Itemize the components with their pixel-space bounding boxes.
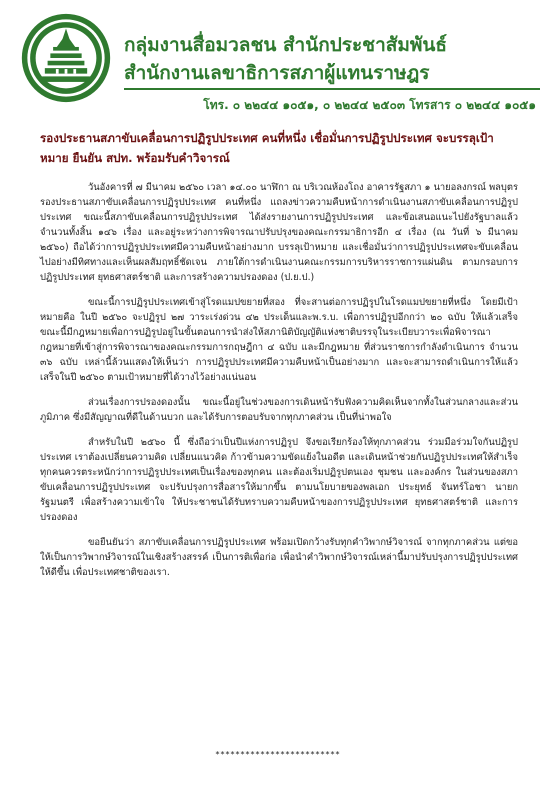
- parliament-emblem-icon: [20, 12, 112, 104]
- body-paragraph: ส่วนเรื่องการปรองดองนั้น ขณะนี้อยู่ในช่วงของการเดินหน้ารับฟังความคิดเห็นจากทั้งในส่วนกลางและส่วนภูมิภาค ซึ่งมีสัญญาณที่ดีในด้านบวก และได้รับการตอบรับจากทุกภาคส่วน เป็นที่น่าพอใจ: [40, 397, 518, 423]
- body-paragraph: วันอังคารที่ ๗ มีนาคม ๒๕๖๐ เวลา ๑๔.๐๐ นาฬิกา ณ บริเวณห้องโถง อาคารรัฐสภา ๑ นายอลงกรณ์ พลบุตร รองประธานสภาขับเคลื่อนการปฏิรูปประเทศ คนที่หนึ่ง แถลงข่าวความคืบหน้าการดำเนินงานสภาขับเคลื่อนการปฏิรูปประเทศ ขณะนี้สภาขับเคลื่อนการปฏิรูปประเทศ ได้ส่งรายงานการปฏิรูปประเทศ และข้อเสนอแนะไปยังรัฐบาลแล้วจำนวนทั้งสิ้น ๑๔๖ เรื่อง และอยู่ระหว่างการพิจารณาปรับปรุงของคณะกรรมาธิการอีก ๔ เรื่อง (ณ วันที่ ๖ มีนาคม ๒๕๖๐) ถือได้ว่าการปฏิรูปประเทศมีความคืบหน้าอย่างมาก บรรลุเป้าหมาย และเชื่อมั่นว่าการปฏิรูปประเทศจะขับเคลื่อนไปอย่างมีทิศทางและเห็นผลสัมฤทธิ์ชัดเจน ภายใต้การดำเนินงานคณะกรรมการบริหารราชการแผ่นดิน ตามกรอบการปฏิรูปประเทศ ยุทธศาสตร์ชาติ และการสร้างความปรองดอง (ป.ย.ป.): [40, 182, 518, 283]
- contact-phone-line: โทร. ๐ ๒๒๔๔ ๑๐๕๑, ๐ ๒๒๔๔ ๒๕๐๓ โทรสาร ๐ ๒๒๔๔ ๑๐๕๑: [203, 98, 536, 112]
- letterhead: [0, 0, 556, 116]
- organization-name: กลุ่มงานสื่อมวลชน สำนักประชาสัมพันธ์: [124, 34, 447, 56]
- body-paragraph: ขณะนี้การปฏิรูปประเทศเข้าสู่โรดแมปขยายที่สอง ที่จะสานต่อการปฏิรูปในโรดแมปขยายที่หนึ่ง โดยมีเป้าหมายคือ ในปี ๒๕๖๐ จะปฏิรูป ๒๗ วาระเร่งด่วน ๔๒ ประเด็นและพ.ร.บ. เพื่อการปฏิรูปอีกกว่า ๒๐ ฉบับ ให้แล้วเสร็จ ขณะนี้มีกฎหมายเพื่อการปฏิรูปอยู่ในขั้นตอนการนำส่งให้สภานิติบัญญัติแห่งชาติบรรจุในระเบียบวาระเพื่อพิจารณา กฎหมายที่เข้าสู่การพิจารณาของคณะกรรมการกฤษฎีกา ๔ ฉบับ และมีกฎหมาย ที่ส่วนราชการกำลังดำเนินการ จำนวน ๓๖ ฉบับ เหล่านี้ล้วนแสดงให้เห็นว่า การปฏิรูปประเทศมีความคืบหน้าเป็นอย่างมาก และจะสามารถดำเนินการให้แล้วเสร็จในปี ๒๕๖๐ ตามเป้าหมายที่ได้วางไว้อย่างแน่นอน: [40, 297, 518, 383]
- letterhead-divider: [124, 88, 540, 90]
- body-paragraph: สำหรับในปี ๒๕๖๐ นี้ ซึ่งถือว่าเป็นปีแห่งการปฏิรูป จึงขอเรียกร้องให้ทุกภาคส่วน ร่วมมือร่วมใจกันปฏิรูปประเทศ เราต้องเปลี่ยนความคิด เปลี่ยนแนวคิด ก้าวข้ามความขัดแย้งในอดีต และเดินหน้าช่วยกันปฏิรูปประเทศให้สำเร็จ ทุกคนควรตระหนักว่าการปฏิรูปประเทศเป็นเรื่องของทุกคน และต้องเริ่มปฏิรูปตนเอง ชุมชน และองค์กร ในส่วนของสภาขับเคลื่อนการปฏิรูปประเทศ จะปรับปรุงการสื่อสารให้มากขึ้น ตามนโยบายของพลเอก ประยุทธ์ จันทร์โอชา นายกรัฐมนตรี เพื่อสร้างความเข้าใจ ให้ประชาชนได้รับทราบความคืบหน้าของการปฏิรูปประเทศ ยุทธศาสตร์ชาติ และการปรองดอง: [40, 437, 518, 523]
- organization-subname: สำนักงานเลขาธิการสภาผู้แทนราษฎร: [124, 62, 430, 84]
- body-paragraph: ขอยืนยันว่า สภาขับเคลื่อนการปฏิรูปประเทศ พร้อมเปิดกว้างรับทุกคำวิพากษ์วิจารณ์ จากทุกภาคส่วน แต่ขอให้เป็นการวิพากษ์วิจารณ์ในเชิงสร้างสรรค์ เป็นการติเพื่อก่อ เพื่อนำคำวิพากษ์วิจารณ์เหล่านี้มาปรับปรุงการปฏิรูปประเทศให้ดีขึ้น เพื่อประเทศชาติของเรา.: [40, 537, 518, 578]
- news-headline: รองประธานสภาขับเคลื่อนการปฏิรูปประเทศ คนที่หนึ่ง เชื่อมั่นการปฏิรูปประเทศ จะบรรลุเป้าหมาย ยืนยัน สปท. พร้อมรับคำวิจารณ์: [40, 131, 494, 165]
- news-body: [40, 180, 518, 590]
- end-of-release-marker: *************************: [215, 750, 341, 759]
